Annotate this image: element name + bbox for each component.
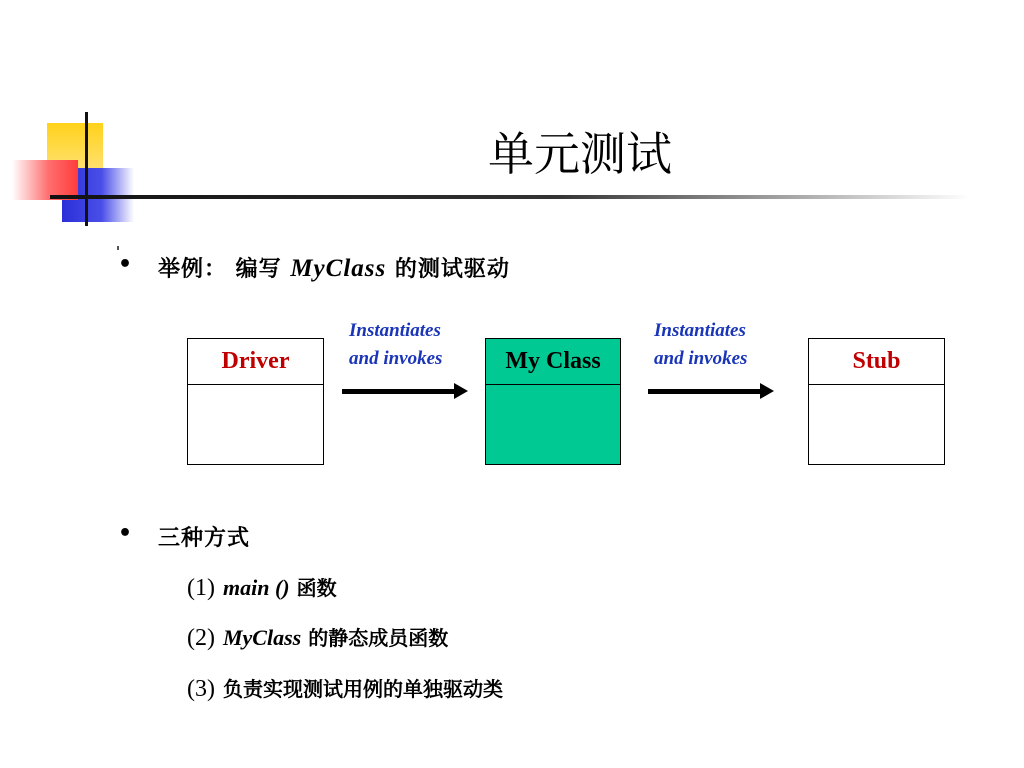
driver-box: [187, 338, 324, 465]
bullet-1-suffix: 的测试驱动: [386, 257, 510, 282]
bullet-2-text: 三种方式: [158, 526, 251, 551]
list-item: [187, 572, 337, 602]
arrow-1-label-line2: and invokes: [349, 348, 443, 369]
arrow-1-label-line1: Instantiates: [349, 320, 441, 341]
stub-box: [808, 338, 945, 465]
list-item: [187, 622, 448, 652]
bullet-1-prefix: 举例： 编写: [158, 257, 291, 282]
item-text: 的静态成员函数: [301, 626, 449, 650]
title-underline: [50, 195, 970, 199]
arrow-2-label-line1: Instantiates: [654, 320, 746, 341]
list-item: [187, 673, 503, 703]
item-number: (2): [187, 625, 215, 651]
bullet-1-classname: MyClass: [290, 255, 387, 282]
decor-red-square: [12, 160, 78, 200]
arrow-2-label-line2: and invokes: [654, 348, 748, 369]
item-text: 函数: [289, 576, 337, 600]
item-emphasis: MyClass: [222, 625, 302, 650]
item-number: (3): [187, 676, 215, 702]
arrow-2: [648, 389, 762, 394]
arrow-2-label: [654, 317, 747, 373]
item-number: (1): [187, 575, 215, 601]
slide-title: 单元测试: [488, 127, 672, 181]
item-text: 负责实现测试用例的单独驱动类: [222, 677, 503, 701]
bullet-dot: •: [118, 521, 133, 546]
arrow-1: [342, 389, 456, 394]
driver-label: Driver: [188, 339, 323, 385]
small-mark: [117, 246, 119, 250]
arrow-1-label: [349, 317, 442, 373]
bullet-1-text: [158, 252, 510, 283]
myclass-box: [485, 338, 621, 465]
stub-label: Stub: [809, 339, 944, 385]
item-emphasis: main (): [222, 575, 290, 600]
decor-vertical-line: [85, 112, 88, 226]
myclass-label: My Class: [486, 339, 620, 385]
bullet-dot: •: [118, 252, 133, 277]
